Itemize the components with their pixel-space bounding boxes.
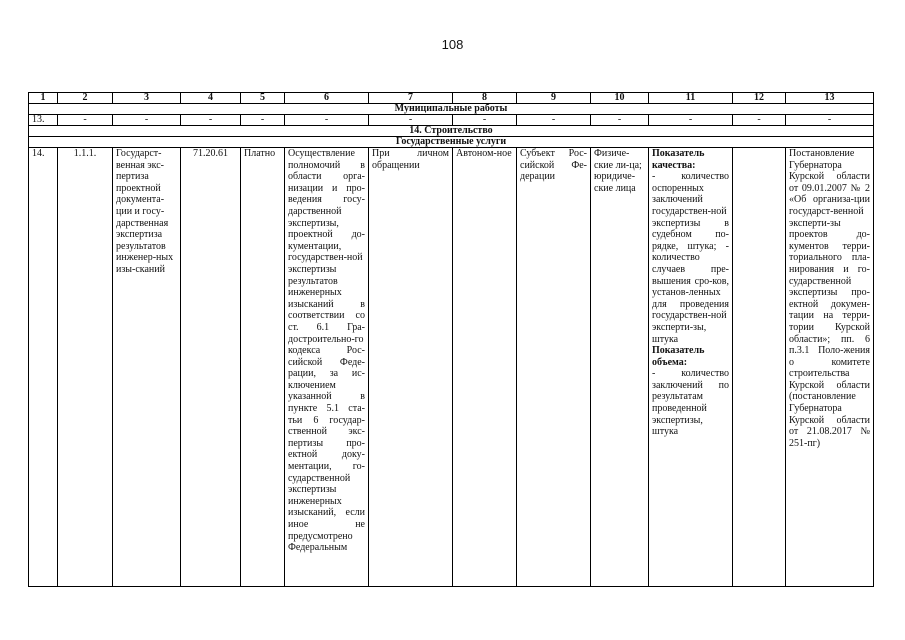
payment-type: Платно bbox=[241, 148, 285, 587]
table-cell: - bbox=[786, 115, 874, 126]
column-number: 9 bbox=[517, 93, 591, 104]
column-number: 6 bbox=[285, 93, 369, 104]
service-code: 1.1.1. bbox=[58, 148, 113, 587]
service-name: Государст-венная экс-пертиза проектной документа-ции и госу-дарственная экспертиза результатов инженер-ных изы-сканий bbox=[113, 148, 181, 587]
table-cell: - bbox=[181, 115, 241, 126]
column-number: 10 bbox=[591, 93, 649, 104]
column-number: 1 bbox=[29, 93, 58, 104]
table-cell: - bbox=[113, 115, 181, 126]
quality-indicator-text: - количество оспоренных заключений государствен-ной экспертизы в судебном по-рядке, штука; - количество случаев пре-вышения сро-ков, установ-ленных для проведения государствен-ной эксперти-зы, штука bbox=[652, 171, 729, 345]
page-number: 108 bbox=[441, 37, 464, 52]
founder: Субъект Рос-сийской Фе-дерации bbox=[517, 148, 591, 587]
section-municipal-works: Муниципальные работы bbox=[29, 104, 874, 115]
table-cell: - bbox=[591, 115, 649, 126]
section-row bbox=[29, 126, 874, 137]
column-number: 13 bbox=[786, 93, 874, 104]
table-cell: - bbox=[285, 115, 369, 126]
column-number: 8 bbox=[453, 93, 517, 104]
column-number-row bbox=[29, 93, 874, 104]
section-state-services: Государственные услуги bbox=[29, 137, 874, 148]
table-cell: - bbox=[517, 115, 591, 126]
column-number: 7 bbox=[369, 93, 453, 104]
table-cell: - bbox=[649, 115, 733, 126]
empty-cell bbox=[733, 148, 786, 587]
service-content: Осуществление полномочий в области орга-низации и про-ведения госу-дарственной экспертизы, проектной до-кументации, государствен-ной экспертизы результатов инженерных изысканий в соответствии со ст. 6.1 Гра-достроительно-го кодекса Рос-сийской Феде-рации, за ис-ключением указанной в пункте 5.1 ста-тьи 6 государ-ственной экс-пертизы про-ектной доку-ментации, го-сударственной экспертизы инженерных изысканий, если иное не предусмотрено Федеральным bbox=[285, 148, 369, 587]
column-number: 11 bbox=[649, 93, 733, 104]
table-cell: - bbox=[369, 115, 453, 126]
okved-code: 71.20.61 bbox=[181, 148, 241, 587]
column-number: 3 bbox=[113, 93, 181, 104]
column-number: 4 bbox=[181, 93, 241, 104]
indicators bbox=[649, 148, 733, 587]
service-conditions: При личном обращении bbox=[369, 148, 453, 587]
table-row bbox=[29, 115, 874, 126]
row-number: 14. bbox=[29, 148, 58, 587]
quality-indicator-header: Показатель качества: bbox=[652, 148, 705, 171]
table-cell: - bbox=[58, 115, 113, 126]
institution-type: Автоном-ное bbox=[453, 148, 517, 587]
volume-indicator-header: Показатель объема: bbox=[652, 345, 705, 368]
section-construction: 14. Строительство bbox=[29, 126, 874, 137]
table-row bbox=[29, 148, 874, 587]
services-table bbox=[28, 92, 874, 587]
table-cell: - bbox=[733, 115, 786, 126]
table-cell: - bbox=[453, 115, 517, 126]
legal-basis: Постановление Губернатора Курской области от 09.01.2007 № 2 «Об организа-ции государст-венной эксперти-зы проектов до-кументов терри-ториального пла-нирования и го-сударственной экспертизы про-ектной докумен-тации на терри-тории Курской области»; пп. 6 п.3.1 Поло-жения о комитете строительства Курской области (постановление Губернатора Курской области от 21.08.2017 № 251-пг) bbox=[786, 148, 874, 587]
table-cell: - bbox=[241, 115, 285, 126]
column-number: 5 bbox=[241, 93, 285, 104]
column-number: 2 bbox=[58, 93, 113, 104]
table-cell: 13. bbox=[29, 115, 58, 126]
column-number: 12 bbox=[733, 93, 786, 104]
volume-indicator-text: - количество заключений по результатам проведенной экспертизы, штука bbox=[652, 368, 729, 438]
section-row bbox=[29, 137, 874, 148]
section-row bbox=[29, 104, 874, 115]
consumers: Физиче-ские ли-ца; юридиче-ские лица bbox=[591, 148, 649, 587]
